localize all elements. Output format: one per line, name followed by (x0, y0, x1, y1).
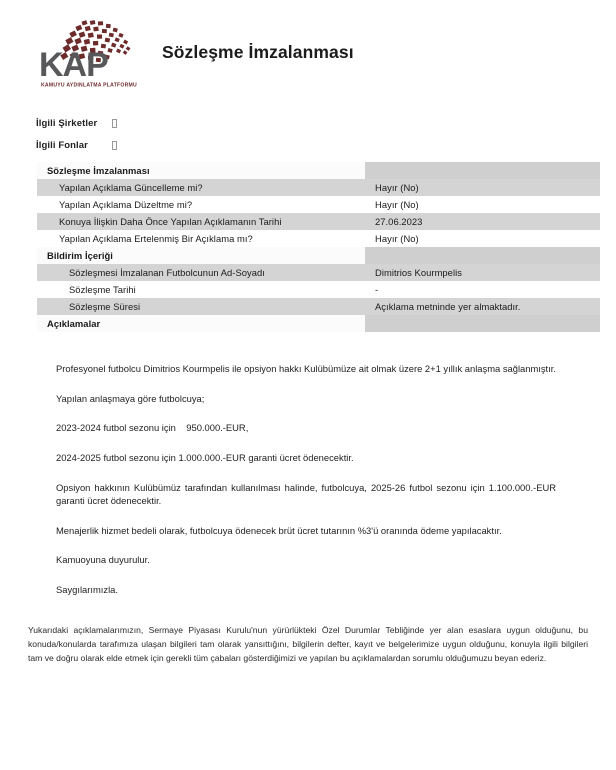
legal-disclaimer: Yukarıdaki açıklamalarımızın, Sermaye Piyasası Kurulu'nun yürürlükteki Özel Durumlar Tebliğinde yer alan esaslara uygun olduğunu, bu konuda/konularda tarafımıza ulaşan bilgileri tam olarak yansıttığını, bilgilerin defter, kayıt ve belgelerimize uygun olduğunu, konuyla ilgili bilgileri tam ve doğru olarak elde etmek için gerekli tüm çabaları gösterdiğimizi ve yapılan bu açıklamalardan sorumlu olduğumuzu beyan ederiz. (28, 625, 588, 663)
row-label: Açıklamalar (37, 315, 365, 332)
body-paragraph: 2024-2025 futbol sezonu için 1.000.000.-EUR garanti ücret ödenecektir. (56, 451, 354, 463)
body-paragraph: Opsiyon hakkının Kulübümüz tarafından kullanılması halinde, futbolcuya, 2025-26 futbol sezonu için 1.100.000.-EUR garanti ücret ödenecektir. (56, 481, 556, 507)
body-paragraph: Menajerlik hizmet bedeli olarak, futbolcuya ödenecek brüt ücret tutarının %3'ü oranında ödeme yapılacaktır. (56, 524, 502, 536)
table-row (37, 281, 600, 298)
related-funds-row (36, 140, 616, 151)
body-paragraph: 2023-2024 futbol sezonu için 950.000.-EUR, (56, 422, 249, 434)
table-row (37, 298, 600, 315)
kap-logo-svg (36, 18, 140, 92)
row-value: Hayır (No) (365, 179, 600, 196)
row-value: 27.06.2023 (365, 213, 600, 230)
row-label: Sözleşme Süresi (37, 298, 365, 315)
table-row (37, 196, 600, 213)
disclosure-table-body (37, 162, 600, 332)
page-title: Sözleşme İmzalanması (162, 41, 354, 62)
logo-tagline: KAMUYU AYDINLATMA PLATFORMU (41, 82, 137, 89)
missing-glyph-icon (112, 119, 117, 128)
body-paragraph: Yapılan anlaşmaya göre futbolcuya; (56, 392, 205, 404)
logo-wordmark: KAP (39, 46, 108, 84)
related-companies-label: İlgili Şirketler (36, 118, 98, 129)
disclosure-table (37, 162, 600, 332)
row-value (365, 162, 600, 179)
disclosure-table-wrapper (37, 162, 580, 332)
related-companies-row (36, 118, 616, 129)
row-label: Sözleşme İmzalanması (37, 162, 365, 179)
disclosure-body (56, 362, 556, 597)
row-label: Yapılan Açıklama Düzeltme mi? (37, 196, 365, 213)
row-label: Sözleşme Tarihi (37, 281, 365, 298)
row-label: Yapılan Açıklama Güncelleme mi? (37, 179, 365, 196)
table-row (37, 264, 600, 281)
row-value (365, 315, 600, 332)
row-value: Hayır (No) (365, 230, 600, 247)
body-paragraph: Kamuoyuna duyurulur. (56, 554, 150, 566)
row-label: Yapılan Açıklama Ertelenmiş Bir Açıklama mı? (37, 230, 365, 247)
related-entities (0, 92, 616, 151)
row-label: Konuya İlişkin Daha Önce Yapılan Açıklamanın Tarihi (37, 213, 365, 230)
related-funds-label: İlgili Fonlar (36, 140, 88, 151)
body-paragraph: Profesyonel futbolcu Dimitrios Kourmpelis ile opsiyon hakkı Kulübümüze ait olmak üzere 2+1 yıllık anlaşma sağlanmıştır. (56, 363, 556, 374)
missing-glyph-icon (112, 141, 117, 150)
row-value: - (365, 281, 600, 298)
body-paragraph: Saygılarımızla. (56, 584, 118, 595)
table-row (37, 179, 600, 196)
table-row (37, 315, 600, 332)
table-row (37, 213, 600, 230)
row-value: Dimitrios Kourmpelis (365, 264, 600, 281)
row-label: Sözleşmesi İmzalanan Futbolcunun Ad-Soyadı (37, 264, 365, 281)
row-value: Açıklama metninde yer almaktadır. (365, 298, 600, 315)
table-row (37, 247, 600, 264)
table-row (37, 230, 600, 247)
row-value (365, 247, 600, 264)
row-value: Hayır (No) (365, 196, 600, 213)
table-row (37, 162, 600, 179)
row-label: Bildirim İçeriği (37, 247, 365, 264)
kap-logo (36, 18, 140, 92)
page-header (0, 0, 616, 92)
